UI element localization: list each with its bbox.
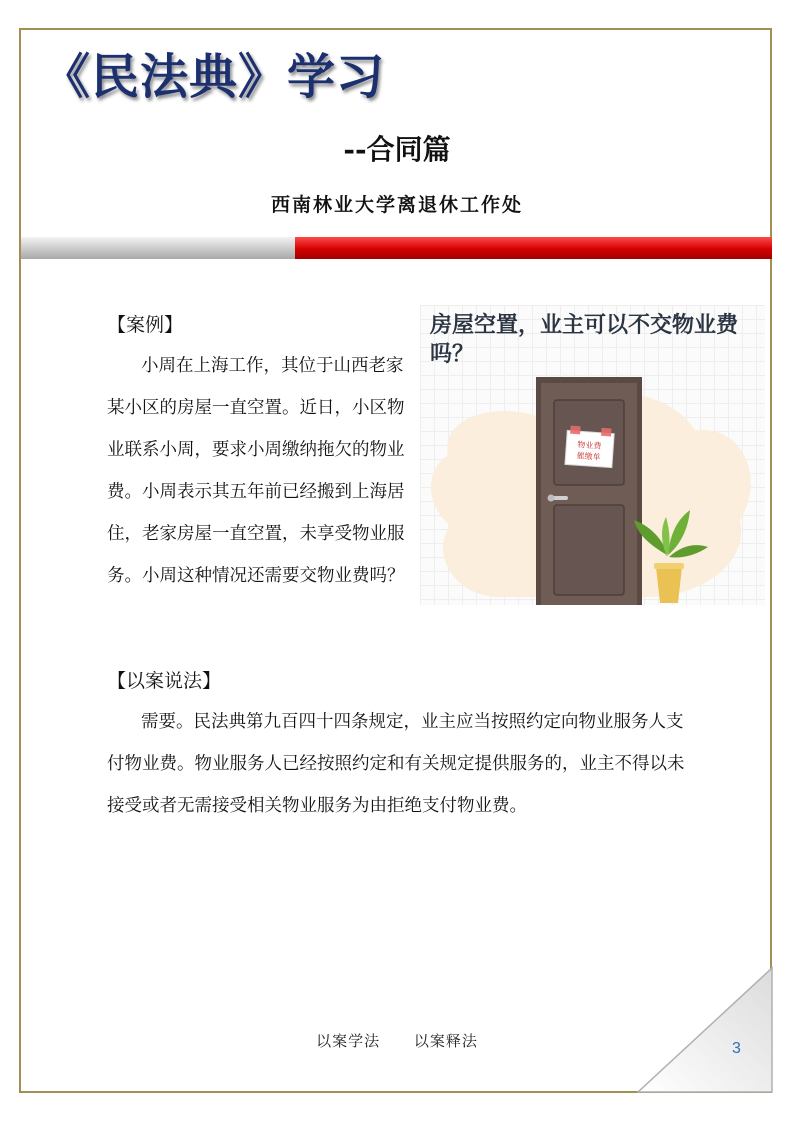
analysis-heading: 【以案说法】 [107,670,222,692]
header-divider-red [295,237,772,259]
footer-motto-right: 以案释法 [413,1032,478,1050]
document-title: 《民法典》学习 [42,49,386,105]
door-panel-bottom [554,505,624,595]
case-heading: 【案例】 [107,314,184,336]
footer-motto-left: 以案学法 [316,1032,381,1050]
svg-text:物业费: 物业费 [577,440,602,451]
case-text: 小周在上海工作，其位于山西老家某小区的房屋一直空置。近日，小区物业联系小周，要求小周缴纳拖欠的物业费。小周表示其五年前已经搬到上海居住，老家房屋一直空置，未享受物业服务。小周这种情况还需要交物业费吗？ [107,356,405,586]
document-subtitle: --合同篇 [343,133,451,166]
illustration-title: 房屋空置，业主可以不交物业费吗？ [430,313,739,367]
notice-paper [565,425,615,467]
header-divider-gray [21,237,295,259]
page-number: 3 [732,1040,741,1057]
organization-name: 西南林业大学离退休工作处 [270,194,523,216]
case-illustration [420,305,765,605]
svg-text:催缴单: 催缴单 [576,451,601,462]
analysis-text: 需要。民法典第九百四十四条规定，业主应当按照约定向物业服务人支付物业费。物业服务人已经按照约定和有关规定提供服务的，业主不得以未接受或者无需接受相关物业服务为由拒绝支付物业费。 [107,712,685,816]
page-corner-fold [636,966,774,1094]
